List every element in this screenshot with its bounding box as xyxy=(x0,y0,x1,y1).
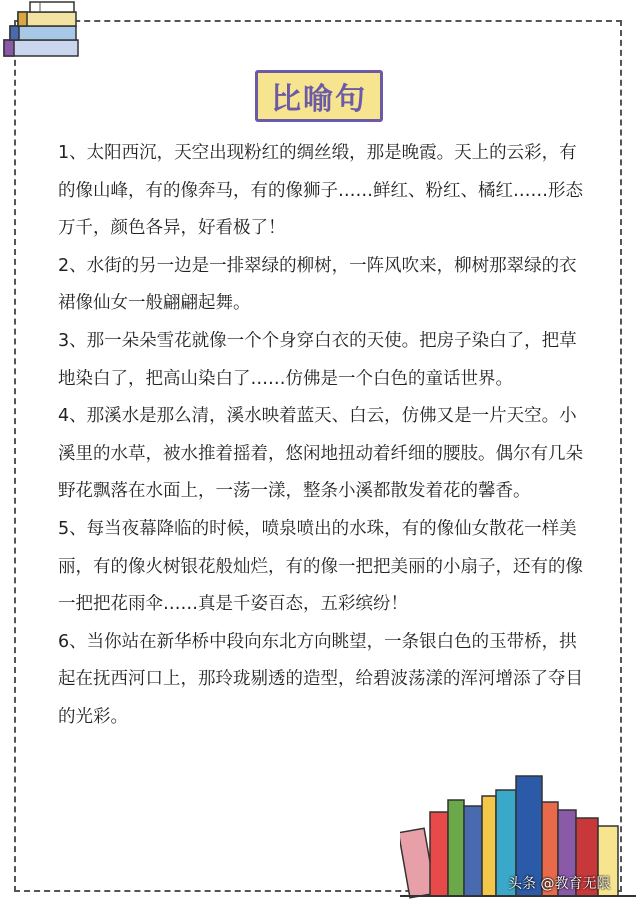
paragraph-6: 6、当你站在新华桥中段向东北方向眺望，一条银白色的玉带桥，拱起在抚西河口上，那玲珑剔透的造型，给碧波荡漾的浑河增添了夺目的光彩。 xyxy=(58,631,583,727)
paragraph-2: 2、水街的另一边是一排翠绿的柳树，一阵风吹来，柳树那翠绿的衣裙像仙女一般翩翩起舞。 xyxy=(58,255,577,314)
paragraph-4: 4、那溪水是那么清，溪水映着蓝天、白云，仿佛又是一片天空。小溪里的水草，被水推着摇着，悠闲地扭动着纤细的腰肢。偶尔有几朵野花飘落在水面上，一荡一漾，整条小溪都散发着花的馨香。 xyxy=(58,406,583,502)
paragraph-1: 1、太阳西沉，天空出现粉红的绸丝缎，那是晚霞。天上的云彩，有的像山峰，有的像奔马，有的像狮子……鲜红、粉红、橘红……形态万千，颜色各异，好看极了！ xyxy=(58,143,583,239)
page-title: 比喻句 xyxy=(271,82,367,117)
watermark: 头条 @教育无限 xyxy=(508,876,611,892)
title-banner xyxy=(255,70,383,122)
paragraph-5: 5、每当夜幕降临的时候，喷泉喷出的水珠，有的像仙女散花一样美丽，有的像火树银花般灿烂，有的像一把把美丽的小扇子，还有的像一把把花雨伞……真是千姿百态，五彩缤纷！ xyxy=(58,518,583,615)
book-stack-icon xyxy=(0,0,90,70)
content-body xyxy=(58,135,590,737)
paragraph-3: 3、那一朵朵雪花就像一个个身穿白衣的天使。把房子染白了，把草地染白了，把高山染白了……仿佛是一个白色的童话世界。 xyxy=(58,330,577,389)
